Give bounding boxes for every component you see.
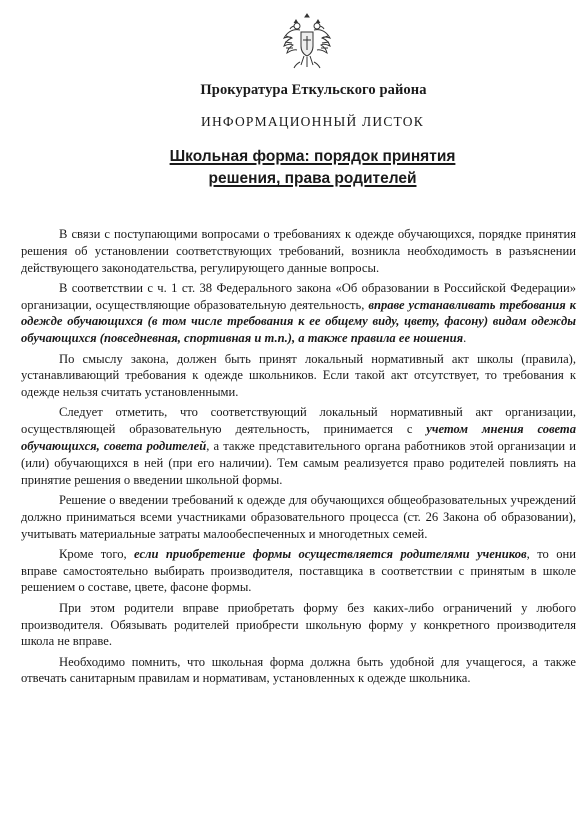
title-line-2: решения, права родителей (208, 170, 417, 187)
paragraph (21, 351, 576, 401)
paragraph-text: Решение о введении требований к одежде для обучающихся общеобразовательных учреждений должно приниматься всеми участниками образовательного процесса (ст. 26 Закона об образовании), учитывать материальные затраты малообеспеченных и многодетных семей. (21, 492, 576, 541)
double-headed-eagle-emblem-icon (282, 12, 332, 72)
document-type: ИНФОРМАЦИОННЫЙ ЛИСТОК (201, 114, 424, 129)
paragraph (21, 600, 576, 650)
paragraph (21, 404, 576, 488)
paragraph-text: Следует отметить, что соответствующий локальный нормативный акт организации, осуществляющей образовательную деятельность, принимается с (21, 405, 576, 437)
document-body (21, 226, 576, 687)
paragraph-emphasis: если приобретение формы осуществляется родителями учеников (134, 546, 527, 561)
paragraph-text: В соответствии с ч. 1 ст. 38 Федерального закона «Об образовании в Российской Федерации» организации, осуществляющие образовательную деятельность, (21, 280, 576, 312)
paragraph-text: По смыслу закона, должен быть принят локальный нормативный акт школы (правила), устанавливающий требования к одежде школьников. Если такой акт отсутствует, то требования к одежде нельзя считать установленными. (21, 351, 576, 400)
paragraph-text: Необходимо помнить, что школьная форма должна быть удобной для учащегося, а также отвечать санитарным правилам и нормативам, установленных к одежде школьника. (21, 654, 576, 686)
paragraph (21, 654, 576, 688)
paragraph-text: При этом родители вправе приобретать форму без каких-либо ограничений у любого производителя. Обязывать родителей приобрести школьную форму у конкретного производителя школа не вправе. (21, 600, 576, 649)
paragraph (21, 492, 576, 542)
paragraph-text: , а также представительного органа работников этой организации и (или) обучающихся в ней (при его наличии). Тем самым реализуется право родителей повлиять на принятие решения о введении школьной формы. (21, 439, 577, 487)
paragraph (21, 226, 576, 276)
document-title (21, 146, 576, 190)
title-line-1: Школьная форма: порядок принятия (169, 148, 456, 165)
paragraph-emphasis: учетом мнения совета обучающихся, совета родителей (21, 422, 577, 454)
paragraph-emphasis: вправе устанавливать требования к одежде обучающихся (в том числе требования к ее общему виду, цвету, фасону) видам одежды обучающихся (повседневная, спортивная и т.п.), а также правила ее ношения (21, 297, 576, 346)
paragraph-text: Кроме того, (59, 546, 135, 561)
organization-name: Прокуратура Еткульского района (200, 82, 427, 98)
paragraph (21, 280, 576, 347)
paragraph-text: , то они вправе самостоятельно выбирать производителя, поставщика в соответствии с принятым в школе решением о составе, цвете, фасоне формы. (21, 546, 576, 595)
paragraph-text: В связи с поступающими вопросами о требованиях к одежде обучающихся, порядке принятия решения об установлении соответствующих требований, возникла необходимость в разъяснении действующего законодательства, регулирующего данные вопросы. (21, 227, 576, 275)
paragraph-text: . (463, 331, 467, 346)
paragraph (21, 546, 576, 596)
